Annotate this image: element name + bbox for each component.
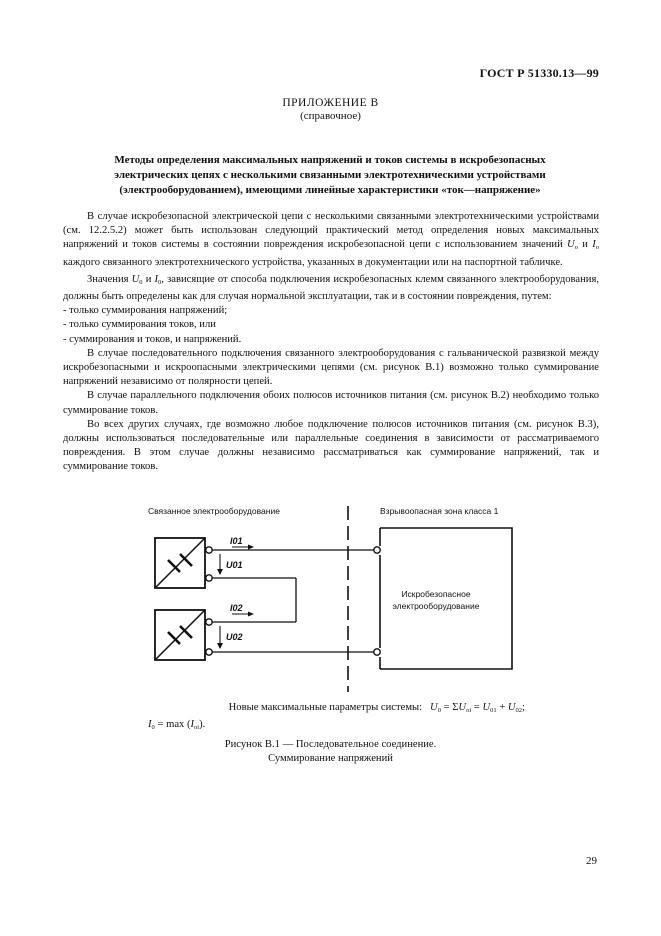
diagram-right-label: Взрывоопасная зона класса 1 bbox=[380, 506, 499, 516]
terminal bbox=[206, 575, 212, 581]
label-I01: I01 bbox=[230, 536, 243, 546]
source-box-2 bbox=[155, 610, 205, 660]
terminal bbox=[206, 547, 212, 553]
appendix-subtitle: (справочное) bbox=[300, 110, 361, 122]
page-number: 29 bbox=[586, 855, 597, 867]
ia-box-label-1: Искробезопасное bbox=[401, 589, 471, 599]
list-item: - только суммирования токов, или bbox=[63, 319, 216, 331]
section-heading bbox=[95, 153, 565, 198]
paragraph-1: В случае искробезопасной электрической цепи с несколькими связанными электротехническими устройствами (см. 12.2.5.2) может быть использован следующий практический метод определения новых максимальных напряжений и токов системы в состоянии повреждения искробезопасной цепи с использованием значений $U_о$ и $I_о$ каждого связанного электротехнического устройства, указанных в документации или на паспортной табличке. bbox=[63, 211, 599, 268]
paragraph-4: В случае параллельного подключения обоих полюсов источников питания (см. рисунок В.2) необходимо только суммирование токов. bbox=[63, 390, 599, 416]
params-line-1: Новые максимальные параметры системы: $U_0 = \Sigma U_{oi} = U_{01} + U_{02}$; bbox=[228, 702, 525, 714]
appendix-title: ПРИЛОЖЕНИЕ В bbox=[282, 97, 379, 109]
params-line-2: $I_0 = \max (I_{oi})$. bbox=[148, 719, 206, 731]
source-box-1 bbox=[155, 538, 205, 588]
figure-caption bbox=[0, 738, 661, 765]
paragraph-5: Во всех других случаях, где возможно любое подключение полюсов источников питания (см. рисунок В.3), должны использоваться последовательные или параллельные соединения в зависимости от рассматриваемого повреждения. В этом случае должны независимо рассматриваться как суммирование напряжений, так и суммирование токов. bbox=[63, 418, 599, 473]
terminal bbox=[374, 649, 380, 655]
list-item: - только суммирования напряжений; bbox=[63, 305, 228, 317]
terminal bbox=[206, 649, 212, 655]
terminal bbox=[374, 547, 380, 553]
body-text bbox=[63, 210, 599, 475]
label-U02: U02 bbox=[226, 632, 243, 642]
terminal bbox=[206, 619, 212, 625]
document-number: ГОСТ Р 51330.13—99 bbox=[479, 66, 599, 80]
paragraph-3: В случае последовательного подключения связанного электрооборудования с гальванической развязкой между искробезопасными и искроопасными электрическими цепями (см. рисунок В.1) возможно только суммирование напряжений независимо от полярности цепей. bbox=[63, 347, 599, 388]
series-connection-diagram bbox=[140, 502, 540, 692]
label-I02: I02 bbox=[230, 603, 243, 613]
heading-line-3: (электрооборудованием), имеющими линейные характеристики «ток—напряжение» bbox=[119, 184, 541, 196]
caption-line-1: Рисунок В.1 — Последовательное соединение. bbox=[224, 739, 437, 750]
system-parameters bbox=[150, 701, 525, 735]
list-item: - суммирования и токов, и напряжений. bbox=[63, 333, 242, 345]
diagram-left-label: Связанное электрооборудование bbox=[148, 506, 280, 516]
paragraph-2: Значения $U_0$ и $I_0$, зависящие от способа подключения искробезопасных клемм связанного электрооборудования, должны быть определены как для случая нормальной эксплуатации, так и в состоянии повреждения, путем: bbox=[63, 273, 599, 303]
heading-line-1: Методы определения максимальных напряжений и токов системы в искробезопасных bbox=[114, 154, 546, 166]
label-U01: U01 bbox=[226, 560, 243, 570]
caption-line-2: Суммирование напряжений bbox=[268, 752, 393, 764]
ia-box-label-2: электрооборудование bbox=[392, 601, 480, 611]
heading-line-2: электрических цепях с несколькими связанными электротехническими устройствами bbox=[114, 169, 546, 181]
